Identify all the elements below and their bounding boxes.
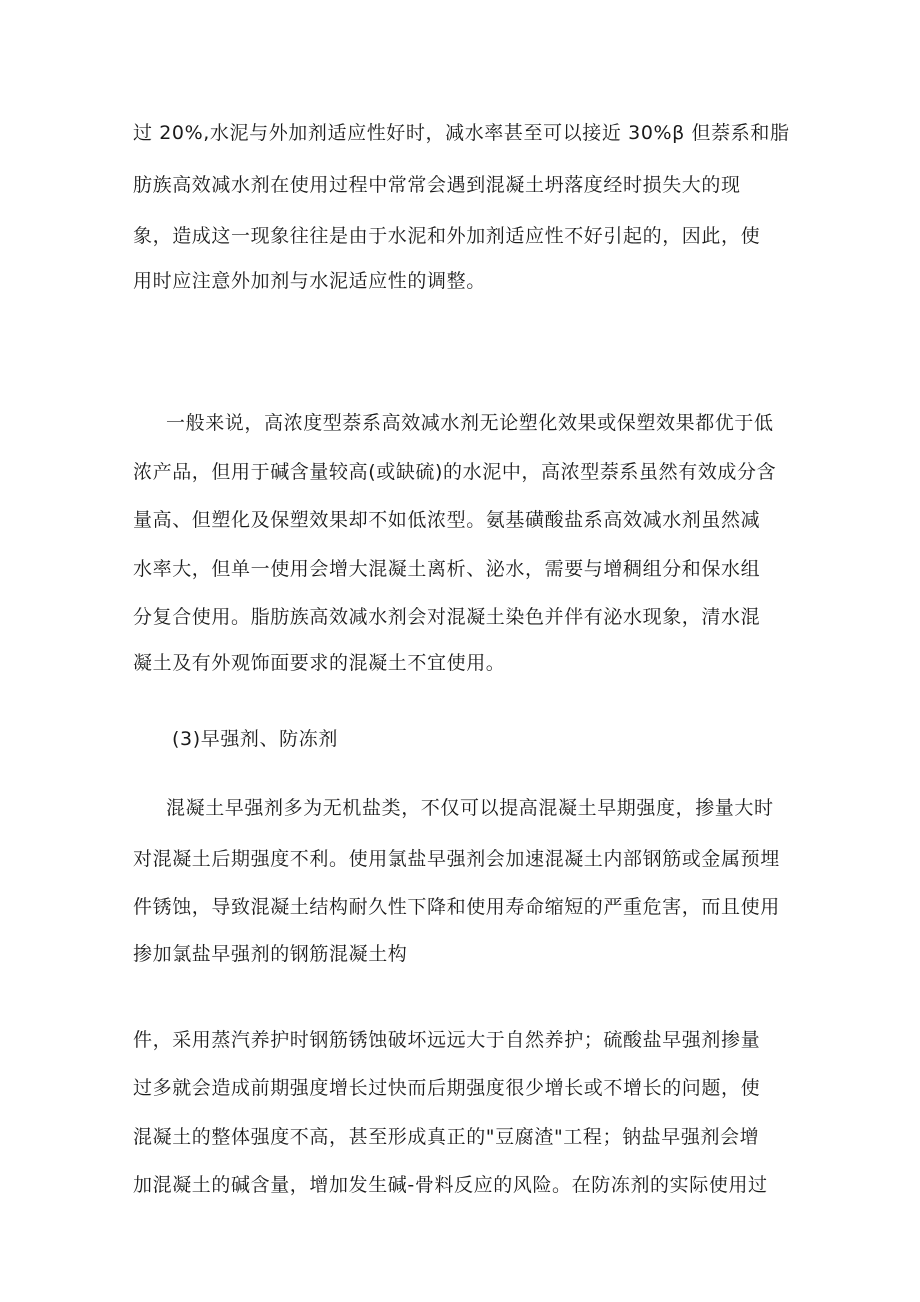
section-heading: (3)早强剂、防冻剂 [172,728,338,750]
text-line: 对混凝土后期强度不利。使用氯盐早强剂会加速混凝土内部钢筋或金属预埋 [133,848,780,870]
text-line: 件锈蚀，导致混凝土结构耐久性下降和使用寿命缩短的严重危害，而且使用 [133,896,780,918]
text-line: 凝土及有外观饰面要求的混凝土不宜使用。 [133,652,506,674]
text-line: 用时应注意外加剂与水泥适应性的调整。 [133,270,486,292]
text-line: 分复合使用。脂肪族高效减水剂会对混凝土染色并伴有泌水现象，清水混 [133,606,761,628]
text-line: 掺加氯盐早强剂的钢筋混凝土构 [133,943,408,965]
text-line: 过多就会造成前期强度增长过快而后期强度很少增长或不增长的问题，使 [133,1077,761,1099]
text-line: 肪族高效减水剂在使用过程中常常会遇到混凝土坍落度经时损失大的现 [133,174,741,196]
text-line: 混凝土的整体强度不高，甚至形成真正的"豆腐渣"工程；钠盐早强剂会增 [133,1126,760,1148]
text-line: 象，造成这一现象往往是由于水泥和外加剂适应性不好引起的，因此，使 [133,225,761,247]
text-line: 过 20%,水泥与外加剂适应性好时，减水率甚至可以接近 30%β 但萘系和脂 [133,122,790,144]
text-line: 件，采用蒸汽养护时钢筋锈蚀破坏远远大于自然养护；硫酸盐早强剂掺量 [133,1029,761,1051]
text-line: 水率大，但单一使用会增大混凝土离析、泌水，需要与增稠组分和保水组 [133,558,761,580]
text-line: 一般来说，高浓度型萘系高效减水剂无论塑化效果或保塑效果都优于低 [166,412,774,434]
text-line: 量高、但塑化及保塑效果却不如低浓型。氨基磺酸盐系高效减水剂虽然减 [133,509,761,531]
text-line: 加混凝土的碱含量，增加发生碱-骨料反应的风险。在防冻剂的实际使用过 [133,1174,768,1196]
text-line: 浓产品，但用于碱含量较高(或缺硫)的水泥中，高浓型萘系虽然有效成分含 [133,461,777,483]
text-line: 混凝土早强剂多为无机盐类，不仅可以提高混凝土早期强度，掺量大时 [166,797,774,819]
